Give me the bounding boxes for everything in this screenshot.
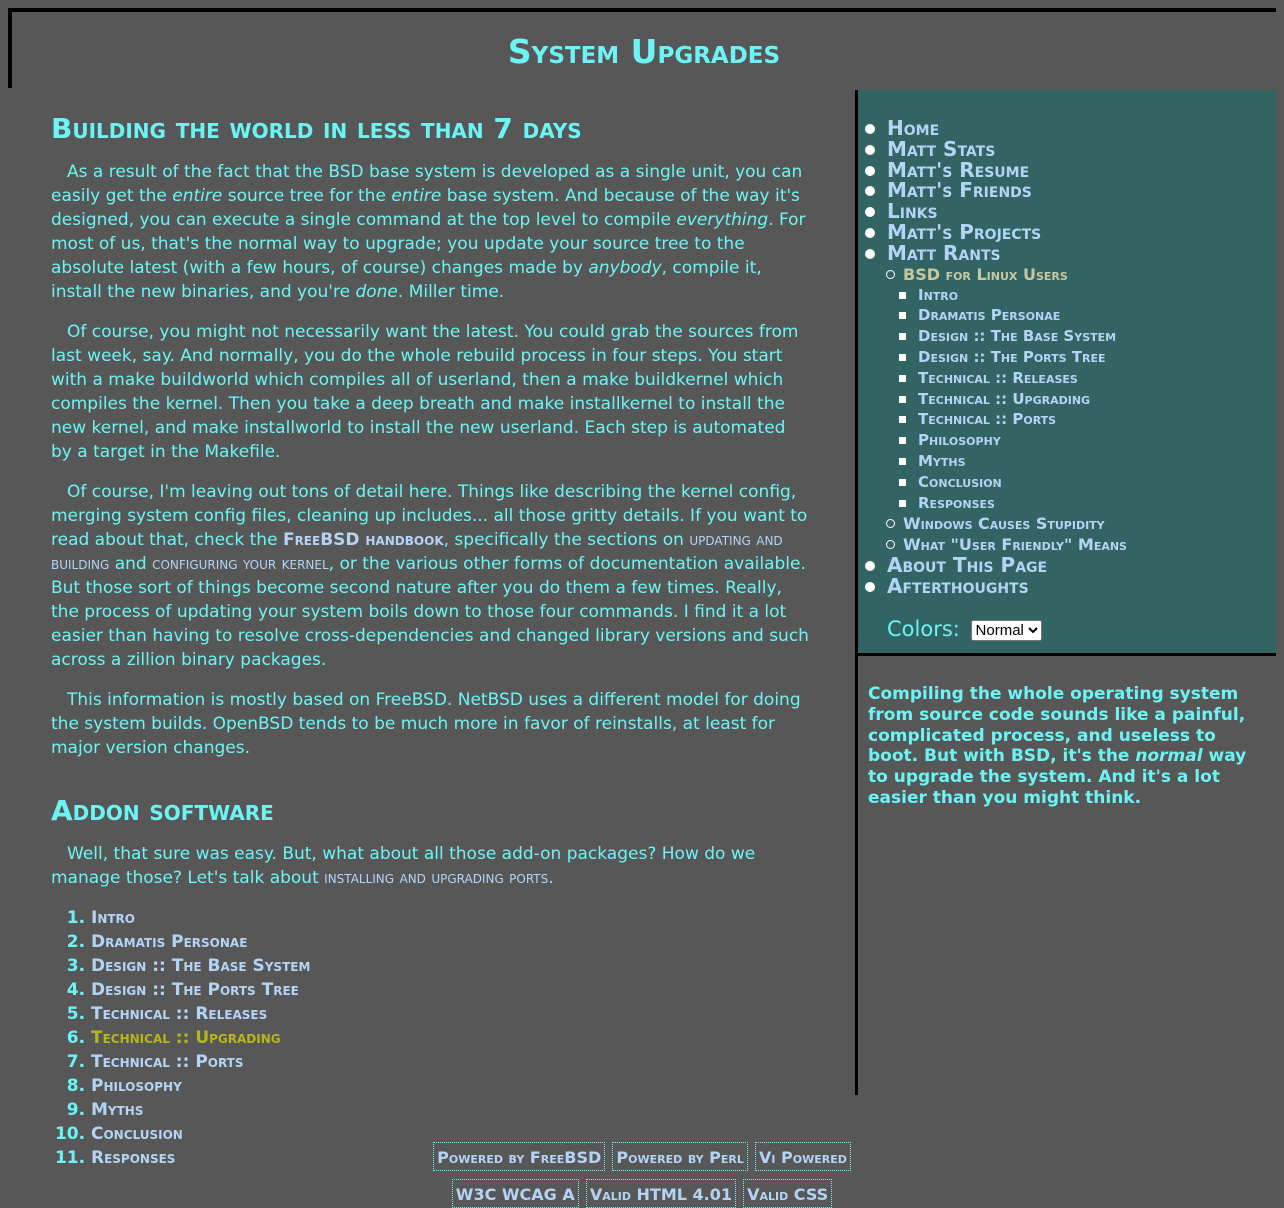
- submenu-item: [918, 389, 1276, 410]
- nav-item-about: [887, 555, 1276, 576]
- list-item: [91, 954, 811, 978]
- chapter-link[interactable]: Philosophy: [91, 1076, 182, 1096]
- nav-item-home: [887, 118, 1276, 139]
- main-content: [51, 110, 811, 1170]
- colors-control: [887, 617, 1042, 641]
- square-bullet-icon: [899, 333, 906, 340]
- colors-select[interactable]: [971, 620, 1042, 641]
- circle-bullet-icon: [886, 270, 895, 279]
- nav-link[interactable]: Matt's Friends: [887, 178, 1032, 203]
- submenu-item: [918, 430, 1276, 451]
- list-item: [91, 1002, 811, 1026]
- emphasis: entire: [172, 186, 223, 206]
- heading-addon-software: Addon software: [51, 794, 274, 827]
- submenu-item: [918, 409, 1276, 430]
- nav-link[interactable]: About This Page: [887, 553, 1048, 578]
- nav-link[interactable]: Matt Rants: [887, 240, 1001, 265]
- bullet-icon: [865, 124, 875, 134]
- submenu-link[interactable]: Technical :: Upgrading: [918, 389, 1091, 408]
- submenu-item: [918, 326, 1276, 347]
- square-bullet-icon: [899, 396, 906, 403]
- text: source tree for the: [222, 186, 392, 206]
- list-item-current: [91, 1026, 811, 1050]
- nav-item-resume: [887, 157, 1276, 182]
- link-freebsd-handbook[interactable]: FreeBSD handbook: [282, 530, 444, 550]
- chapter-link[interactable]: Design :: The Ports Tree: [91, 980, 299, 1000]
- nav-item-links: [887, 201, 1276, 222]
- bullet-icon: [865, 166, 875, 176]
- submenu-link-windows[interactable]: Windows Causes Stupidity: [903, 514, 1105, 534]
- sidebar: [858, 90, 1276, 656]
- submenu-link[interactable]: Design :: The Ports Tree: [918, 347, 1106, 366]
- nav-item-rants: [887, 240, 1276, 556]
- emphasis: done: [355, 282, 398, 302]
- chapter-link[interactable]: Technical :: Ports: [91, 1052, 244, 1072]
- chapter-link[interactable]: Conclusion: [91, 1124, 183, 1144]
- bullet-icon: [865, 582, 875, 592]
- submenu-item: [918, 285, 1276, 306]
- link-configuring-kernel[interactable]: configuring your kernel: [152, 554, 329, 574]
- circle-bullet-icon: [886, 519, 895, 528]
- nav-item-stats: [887, 136, 1276, 161]
- chapter-link-current[interactable]: Technical :: Upgrading: [91, 1028, 281, 1048]
- square-bullet-icon: [899, 437, 906, 444]
- text: As a result of the fact that the BSD base system is developed as a single unit, you can easily get the: [51, 162, 803, 206]
- submenu-item: [903, 534, 1276, 555]
- text: . Miller time.: [397, 282, 505, 302]
- circle-bullet-icon: [886, 540, 895, 549]
- bullet-icon: [865, 228, 875, 238]
- text: Of course, I'm leaving out tons of detail here. Things like describing the kernel config, merging system config files, cleaning up includes... all those gritty details. If you want to read about that, check the: [51, 482, 808, 550]
- list-item: [91, 930, 811, 954]
- powered-perl-badge[interactable]: Powered by Perl: [612, 1142, 747, 1171]
- submenu-link[interactable]: Technical :: Releases: [918, 368, 1078, 387]
- text: . For most of us, that's the normal way to upgrade; you update your source tree to the absolute latest (with a few hours, of course) changes made by: [51, 210, 806, 278]
- chapter-link[interactable]: Technical :: Releases: [91, 1004, 268, 1024]
- emphasis: everything: [676, 210, 769, 230]
- paragraph-build-steps: Of course, you might not necessarily want the latest. You could grab the sources from last week, say. And normally, you do the whole rebuild process in four steps. You start with a make buildworld which compiles all of userland, then a make buildkernel which compiles the kernel. Then you take a deep breath and make installkernel to install the new kernel, and make installworld to install the new userland. Each step is automated by a target in the Makefile.: [51, 322, 799, 462]
- square-bullet-icon: [899, 312, 906, 319]
- list-item: [91, 1098, 811, 1122]
- text: and: [109, 554, 153, 574]
- paragraph-addon: [51, 842, 811, 890]
- colors-label: Colors:: [887, 617, 960, 641]
- chapter-link[interactable]: Intro: [91, 908, 135, 928]
- nav-link[interactable]: Home: [887, 116, 940, 140]
- bullet-icon: [865, 561, 875, 571]
- submenu-link[interactable]: Responses: [918, 493, 995, 512]
- chapter-link[interactable]: Myths: [91, 1100, 144, 1120]
- valid-html-badge[interactable]: Valid HTML 4.01: [586, 1179, 736, 1208]
- nav-link[interactable]: Links: [887, 199, 938, 224]
- submenu-link[interactable]: Intro: [918, 285, 959, 304]
- submenu-link-user-friendly[interactable]: What "User Friendly" Means: [903, 535, 1127, 555]
- link-installing-ports[interactable]: installing and upgrading ports.: [324, 868, 554, 888]
- list-item: [91, 906, 811, 930]
- text: , compile it, install the new binaries, and you're: [51, 258, 762, 302]
- nav-link[interactable]: Matt's Projects: [887, 219, 1042, 244]
- square-bullet-icon: [899, 292, 906, 299]
- powered-freebsd-badge[interactable]: Powered by FreeBSD: [433, 1142, 605, 1171]
- nav-item-projects: [887, 219, 1276, 244]
- submenu-item: [918, 368, 1276, 389]
- link-updating-building[interactable]: updating and building: [51, 530, 783, 574]
- page-title: System Upgrades: [507, 32, 781, 71]
- nav-link[interactable]: Afterthoughts: [887, 574, 1029, 599]
- sidebar-blurb: [868, 684, 1268, 809]
- footer-row: [0, 1179, 1284, 1208]
- submenu-link[interactable]: Myths: [918, 451, 966, 470]
- text: Compiling the whole operating system from source code sounds like a painful, complicated process, and useless to boot. But with BSD, it's the: [868, 684, 1246, 767]
- page-header: [8, 8, 1276, 88]
- square-bullet-icon: [899, 354, 906, 361]
- bsd-submenu: [903, 285, 1276, 514]
- rant-chapter-list: [51, 906, 811, 1170]
- emphasis: entire: [391, 186, 442, 206]
- submenu-item: [918, 493, 1276, 514]
- bullet-icon: [865, 249, 875, 259]
- square-bullet-icon: [899, 375, 906, 382]
- footer: [0, 1142, 1284, 1208]
- nav-item-afterthoughts: [887, 576, 1276, 597]
- nav-link[interactable]: Matt Stats: [887, 136, 996, 161]
- submenu-item: [918, 451, 1276, 472]
- paragraph-details: [51, 480, 811, 672]
- text: , or the various other forms of documentation available. But those sort of things become second nature after you do them a few times. Really, the process of updating your system boils down to those four commands. I find it a lot easier than having to resolve cross-dependencies and changed library versions and such across a zillion binary packages.: [51, 554, 809, 670]
- square-bullet-icon: [899, 458, 906, 465]
- submenu-item: [918, 305, 1276, 326]
- square-bullet-icon: [899, 416, 906, 423]
- text: Well, that sure was easy. But, what about all those add-on packages? How do we manage those? Let's talk about: [51, 844, 756, 888]
- sidebar-nav: [858, 90, 1276, 597]
- submenu-link[interactable]: Conclusion: [918, 472, 1002, 491]
- list-item: [91, 1050, 811, 1074]
- list-item: [91, 978, 811, 1002]
- submenu-link[interactable]: Dramatis Personae: [918, 306, 1061, 325]
- nav-item-friends: [887, 180, 1276, 201]
- submenu-link[interactable]: Technical :: Ports: [918, 410, 1057, 429]
- submenu-item: [918, 472, 1276, 493]
- vi-powered-badge[interactable]: Vi Powered: [755, 1142, 851, 1171]
- submenu-link-bsd-linux[interactable]: BSD for Linux Users: [903, 264, 1068, 284]
- square-bullet-icon: [899, 479, 906, 486]
- bullet-icon: [865, 186, 875, 196]
- chapter-link[interactable]: Dramatis Personae: [91, 932, 248, 952]
- rants-submenu: [887, 264, 1276, 556]
- paragraph-intro: [51, 160, 811, 304]
- heading-building-world: Building the world in less than 7 days: [51, 112, 582, 145]
- text: way to upgrade the system. And it's a lot easier than you might think.: [868, 746, 1247, 808]
- submenu-link[interactable]: Philosophy: [918, 431, 1001, 450]
- list-item: [91, 1074, 811, 1098]
- submenu-item: [918, 347, 1276, 368]
- paragraph-bsd-variants: This information is mostly based on FreeBSD. NetBSD uses a different model for doing the system builds. OpenBSD tends to be much more in favor of reinstalls, at least for major version changes.: [51, 690, 801, 758]
- footer-row: [0, 1142, 1284, 1171]
- emphasis: anybody: [588, 258, 662, 278]
- submenu-link[interactable]: Design :: The Base System: [918, 327, 1117, 346]
- nav-link[interactable]: Matt's Resume: [887, 157, 1030, 182]
- bullet-icon: [865, 207, 875, 217]
- emphasis: normal: [1135, 746, 1203, 767]
- wcag-badge[interactable]: W3C WCAG A: [452, 1179, 579, 1208]
- text: , specifically the sections on: [443, 530, 690, 550]
- square-bullet-icon: [899, 500, 906, 507]
- chapter-link[interactable]: Responses: [91, 1148, 176, 1168]
- text: base system. And because of the way it's designed, you can execute a single command at the top level to compile: [51, 186, 800, 230]
- valid-css-badge[interactable]: Valid CSS: [743, 1179, 832, 1208]
- bullet-icon: [865, 145, 875, 155]
- submenu-item: [903, 513, 1276, 534]
- submenu-item: [903, 264, 1276, 514]
- chapter-link[interactable]: Design :: The Base System: [91, 956, 311, 976]
